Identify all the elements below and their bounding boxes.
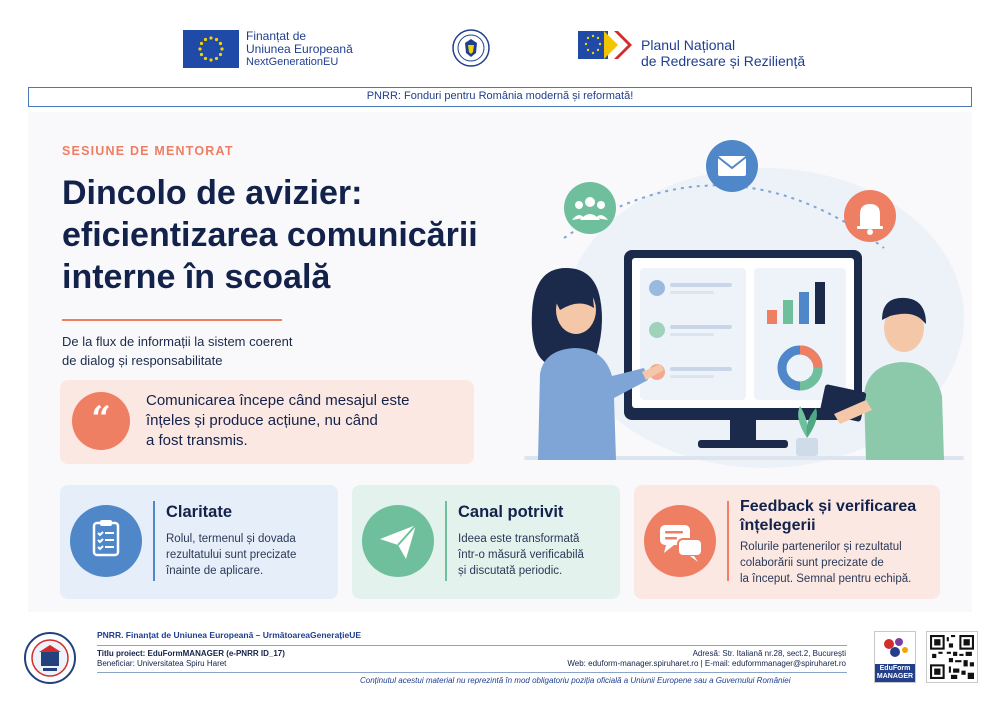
- eu-flag-icon: [183, 30, 239, 68]
- project-value: EduFormMANAGER (e-PNRR ID_17): [147, 649, 285, 658]
- quote-callout: [60, 380, 474, 464]
- qr-code-icon[interactable]: [926, 631, 978, 683]
- card-title: Canal potrivit: [458, 503, 564, 521]
- quote-line1: Comunicarea începe când mesajul este: [146, 392, 410, 409]
- footer-contact: [567, 649, 846, 669]
- footer-rule-bottom: [97, 672, 847, 673]
- eu-line3: NextGenerationEU: [246, 56, 339, 68]
- card-feedback: [634, 485, 940, 599]
- card-text-line3: înainte de aplicare.: [166, 565, 264, 577]
- quote-text: [146, 391, 464, 451]
- card-canal-potrivit: [352, 485, 620, 599]
- eduform-manager-logo: [874, 631, 916, 683]
- page-subtitle: [62, 332, 362, 370]
- footer-web-email[interactable]: Web: eduform-manager.spiruharet.ro | E-mail: eduformmanager@spiruharet.ro: [567, 659, 846, 668]
- card-text-line3: la început. Semnal pentru echipă.: [740, 573, 912, 585]
- eu-line1: Finanțat de: [246, 29, 307, 43]
- subtitle-line2: de dialog și responsabilitate: [62, 353, 223, 368]
- university-seal-icon: [24, 632, 76, 684]
- eduform-logo-icon: [875, 632, 915, 664]
- card-title: Claritate: [166, 503, 233, 521]
- card-text-line1: Rolul, termenul și dovada: [166, 533, 296, 545]
- pnrr-line1: Planul Național: [641, 37, 736, 53]
- gov-seal-icon: [452, 29, 490, 67]
- card-text: [166, 531, 296, 579]
- footer-disclaimer: Conținutul acestui material nu reprezintă în mod obligatoriu poziția oficială a Uniunii Europene sau a Guvernului României: [360, 676, 791, 685]
- main-panel: [28, 112, 972, 612]
- eu-funding-text: [246, 30, 353, 69]
- clipboard-icon: [70, 505, 142, 577]
- bell-icon: [844, 190, 896, 242]
- card-title: [740, 497, 930, 535]
- pnrr-line2: de Redresare și Reziliență: [641, 53, 806, 69]
- beneficiary-value: Universitatea Spiru Haret: [137, 659, 227, 668]
- eduform-line1: EduForm: [879, 665, 911, 672]
- session-kicker: SESIUNE DE MENTORAT: [62, 144, 234, 158]
- project-label: Titlu proiect:: [97, 649, 146, 658]
- title-line2: eficientizarea comunicării: [62, 216, 478, 254]
- card-text-line1: Rolurile partenerilor și rezultatul: [740, 541, 902, 553]
- group-icon: [564, 182, 616, 234]
- card-text-line2: colaborării sunt precizate de: [740, 557, 884, 569]
- quote-glyph: “: [91, 399, 111, 439]
- card-title-line2: înțelegerii: [740, 517, 816, 534]
- chat-bubbles-icon: [644, 505, 716, 577]
- pnrr-logo-icon: [578, 28, 636, 64]
- card-divider: [727, 501, 729, 581]
- pnrr-title: [641, 37, 805, 69]
- card-divider: [153, 501, 155, 581]
- card-divider: [445, 501, 447, 581]
- footer-funding-line: PNRR. Finanțat de Uniunea Europeană – UrmătoareaGenerațieUE: [97, 630, 362, 640]
- card-text-line2: într-o măsură verificabilă: [458, 549, 584, 561]
- page-title: [62, 172, 532, 298]
- quote-line2: înțeles și produce acțiune, nu când: [146, 412, 378, 429]
- beneficiary-label: Beneficiar:: [97, 659, 135, 668]
- card-text-line3: și discutată periodic.: [458, 565, 563, 577]
- card-text-line1: Ideea este transformată: [458, 533, 580, 545]
- quote-icon: [72, 392, 130, 450]
- title-underline: [62, 319, 282, 321]
- card-text: [740, 539, 936, 587]
- pnrr-banner: PNRR: Fonduri pentru România modernă și reformată!: [28, 87, 972, 107]
- eduform-label: [875, 664, 915, 682]
- card-text: [458, 531, 584, 579]
- title-line1: Dincolo de avizier:: [62, 174, 363, 212]
- envelope-icon: [706, 140, 758, 192]
- footer-rule-top: [97, 645, 847, 646]
- quote-line3: a fost transmis.: [146, 432, 248, 449]
- header-logos: [0, 0, 1000, 86]
- footer-project-info: [97, 649, 285, 669]
- subtitle-line1: De la flux de informații la sistem coerent: [62, 334, 293, 349]
- footer: [0, 620, 1000, 707]
- card-text-line2: rezultatului sunt precizate: [166, 549, 297, 561]
- eu-line2: Uniunea Europeană: [246, 42, 353, 56]
- paper-plane-icon: [362, 505, 434, 577]
- communication-illustration: [494, 138, 968, 468]
- footer-address: Adresă: Str. Italiană nr.28, sect.2, București: [692, 649, 846, 658]
- title-line3: interne în scoală: [62, 258, 331, 296]
- eduform-line2: MANAGER: [876, 673, 914, 680]
- card-title-line1: Feedback și verificarea: [740, 498, 917, 515]
- card-claritate: [60, 485, 338, 599]
